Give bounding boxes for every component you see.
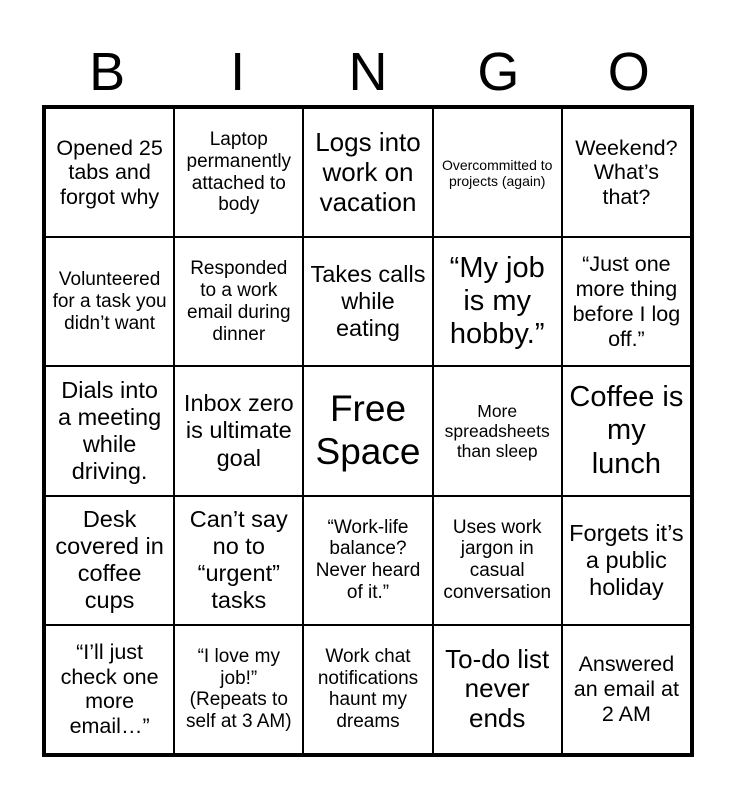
cell-text: Work chat notifications haunt my dreams [317, 645, 419, 733]
cell-text: To-do list never ends [445, 643, 550, 734]
header-letter-b: B [89, 42, 126, 102]
bingo-board [42, 105, 694, 757]
header-letter-o: O [607, 42, 650, 102]
cell-text: Weekend? What’s that? [575, 135, 678, 209]
bingo-cell[interactable] [174, 625, 303, 754]
bingo-cell[interactable] [45, 496, 174, 625]
bingo-cell[interactable] [433, 108, 562, 237]
bingo-cell[interactable] [433, 237, 562, 366]
bingo-cell[interactable] [303, 108, 432, 237]
cell-text: Opened 25 tabs and forgot why [56, 135, 163, 209]
cell-text: Coffee is my lunch [569, 380, 684, 480]
cell-text: Logs into work on vacation [315, 126, 421, 217]
bingo-cell[interactable] [433, 366, 562, 495]
cell-text: More spreadsheets than sleep [444, 400, 550, 462]
bingo-cell[interactable] [303, 625, 432, 754]
bingo-cell[interactable] [45, 366, 174, 495]
bingo-cell[interactable] [45, 108, 174, 237]
cell-text: Laptop permanently attached to body [186, 128, 292, 216]
cell-text: Forgets it’s a public holiday [569, 519, 684, 600]
bingo-cell[interactable] [303, 237, 432, 366]
bingo-header [42, 44, 694, 100]
cell-text: Free Space [315, 388, 421, 472]
bingo-cell[interactable] [174, 108, 303, 237]
cell-text: “My job is my hobby.” [449, 251, 545, 351]
header-letter-i: I [230, 42, 246, 102]
cell-text: “I’ll just check one more email…” [60, 639, 159, 739]
bingo-cell[interactable] [562, 625, 691, 754]
cell-text: Uses work jargon in casual conversation [443, 516, 552, 604]
bingo-cell[interactable] [433, 496, 562, 625]
bingo-cell[interactable] [174, 237, 303, 366]
bingo-cell[interactable] [562, 237, 691, 366]
bingo-cell[interactable] [433, 625, 562, 754]
bingo-cell[interactable] [562, 496, 691, 625]
cell-text: Responded to a work email during dinner [187, 258, 291, 345]
bingo-cell[interactable] [174, 366, 303, 495]
bingo-cell[interactable] [562, 366, 691, 495]
bingo-cell[interactable] [45, 625, 174, 754]
cell-text: Desk covered in coffee cups [55, 506, 164, 614]
bingo-cell[interactable] [562, 108, 691, 237]
bingo-cell[interactable] [174, 496, 303, 625]
cell-text: Can’t say no to “urgent” tasks [189, 506, 288, 614]
cell-text: “I love my job!” (Repeats to self at 3 AM) [185, 645, 292, 733]
bingo-cell[interactable] [45, 237, 174, 366]
cell-text: Overcommitted to projects (again) [441, 156, 553, 189]
free-space-cell[interactable] [303, 366, 432, 495]
cell-text: Volunteered for a task you didn’t want [52, 269, 167, 334]
header-letter-g: G [477, 42, 520, 102]
header-letter-n: N [348, 42, 388, 102]
bingo-cell[interactable] [303, 496, 432, 625]
cell-text: Dials into a meeting while driving. [57, 376, 162, 484]
cell-text: “Just one more thing before I log off.” [572, 252, 681, 351]
cell-text: “Work-life balance? Never heard of it.” [315, 516, 421, 604]
cell-text: Inbox zero is ultimate goal [183, 390, 294, 471]
cell-text: Takes calls while eating [310, 261, 426, 342]
cell-text: Answered an email at 2 AM [573, 652, 679, 726]
